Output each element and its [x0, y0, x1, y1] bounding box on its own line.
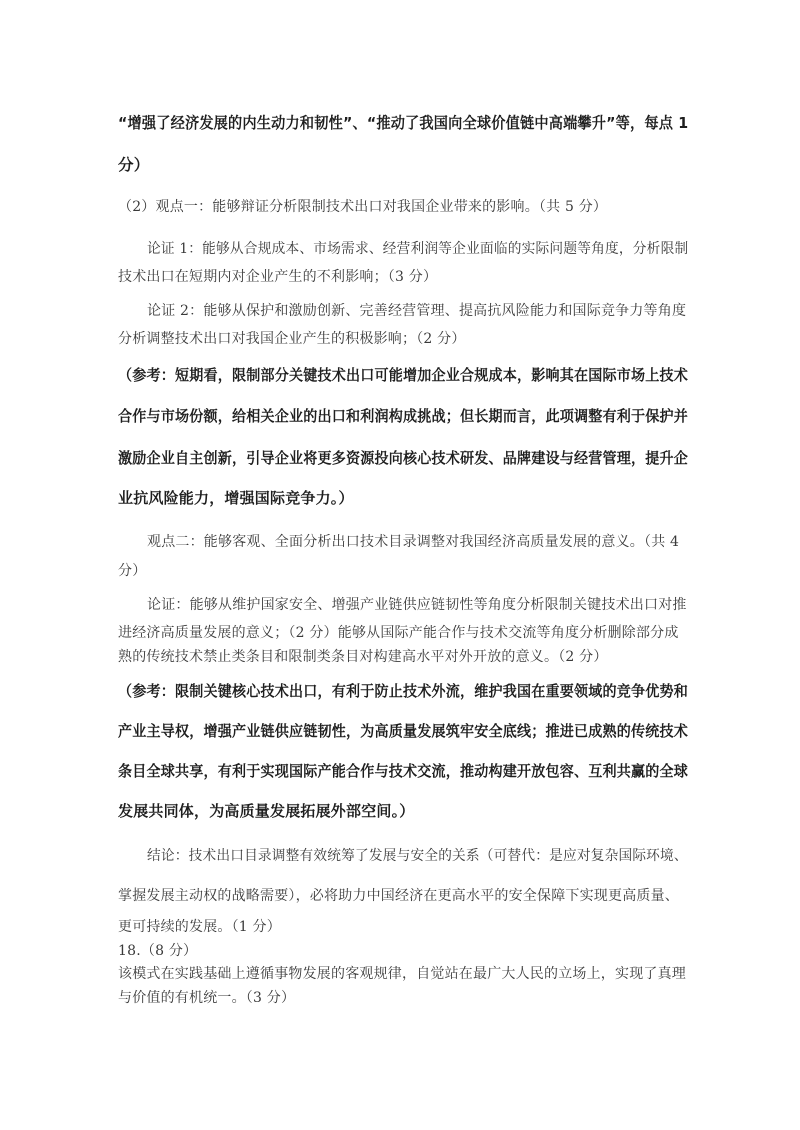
reference-1-line-4: 业抗风险能力，增强国际竞争力。） — [118, 489, 354, 507]
reference-1-line-3: 激励企业自主创新，引导企业将更多资源投向核心技术研发、品牌建设与经营管理，提升企 — [118, 449, 689, 467]
reference-2-line-4: 发展共同体，为高质量发展拓展外部空间。） — [118, 802, 415, 820]
argument-3-line-1: 论证：能够从维护国家安全、增强产业链供应链韧性等角度分析限制关键技术出口对推 — [147, 597, 687, 613]
argument-1-line-2: 技术出口在短期内对企业产生的不利影响；（3 分） — [118, 269, 438, 285]
argument-3-line-3: 熟的传统技术禁止类条目和限制类条目对构建高水平对外开放的意义。（2 分） — [118, 649, 608, 665]
reference-1-line-2: 合作与市场份额，给相关企业的出口和利润构成挑战；但长期而言，此项调整有利于保护并 — [118, 407, 689, 425]
argument-2-line-2: 分析调整技术出口对我国企业产生的积极影响；（2 分） — [118, 331, 466, 347]
reference-1-line-1: （参考：短期看，限制部分关键技术出口可能增加企业合规成本，影响其在国际市场上技术 — [118, 366, 689, 384]
reference-2-line-2: 产业主导权，增强产业链供应链韧性，为高质量发展筑牢安全底线；推进已成熟的传统技术 — [118, 722, 689, 740]
conclusion-line-1: 结论：技术出口目录调整有效统筹了发展与安全的关系（可替代：是应对复杂国际环境、 — [147, 848, 688, 864]
text-line-1: “增强了经济发展的内生动力和韧性”、“推动了我国向全球价值链中高端攀升”等，每点 1 — [118, 114, 689, 132]
question-18-heading: 18.（8 分） — [118, 943, 198, 959]
reference-2-line-1: （参考：限制关键核心技术出口，有利于防止技术外流，维护我国在重要领域的竞争优势和 — [118, 682, 689, 700]
viewpoint-1-heading: （2）观点一：能够辩证分析限制技术出口对我国企业带来的影响。（共 5 分） — [118, 199, 608, 215]
viewpoint-2-score: 分） — [118, 563, 147, 579]
argument-3-line-2: 进经济高质量发展的意义；（2 分）能够从国际产能合作与技术交流等角度分析删除部分成 — [118, 625, 679, 641]
viewpoint-2-heading: 观点二：能够客观、全面分析出口技术目录调整对我国经济高质量发展的意义。（共 4 — [147, 534, 680, 550]
text-line-2: 分） — [118, 156, 150, 174]
argument-2-line-1: 论证 2：能够从保护和激励创新、完善经营管理、提高抗风险能力和国际竞争力等角度 — [147, 303, 687, 319]
argument-1-line-1: 论证 1：能够从合规成本、市场需求、经营利润等企业面临的实际问题等角度，分析限制 — [147, 241, 689, 257]
reference-2-line-3: 条目全球共享，有利于实现国际产能合作与技术交流，推动构建开放包容、互利共赢的全球 — [118, 762, 689, 780]
conclusion-line-3: 更可持续的发展。（1 分） — [118, 919, 281, 935]
conclusion-line-2: 掌握发展主动权的战略需要），必将助力中国经济在更高水平的安全保障下实现更高质量、 — [118, 888, 679, 904]
answer-18-line-1: 该模式在实践基础上遵循事物发展的客观规律，自觉站在最广大人民的立场上，实现了真理 — [118, 966, 686, 982]
answer-18-line-2: 与价值的有机统一。（3 分） — [118, 990, 296, 1006]
